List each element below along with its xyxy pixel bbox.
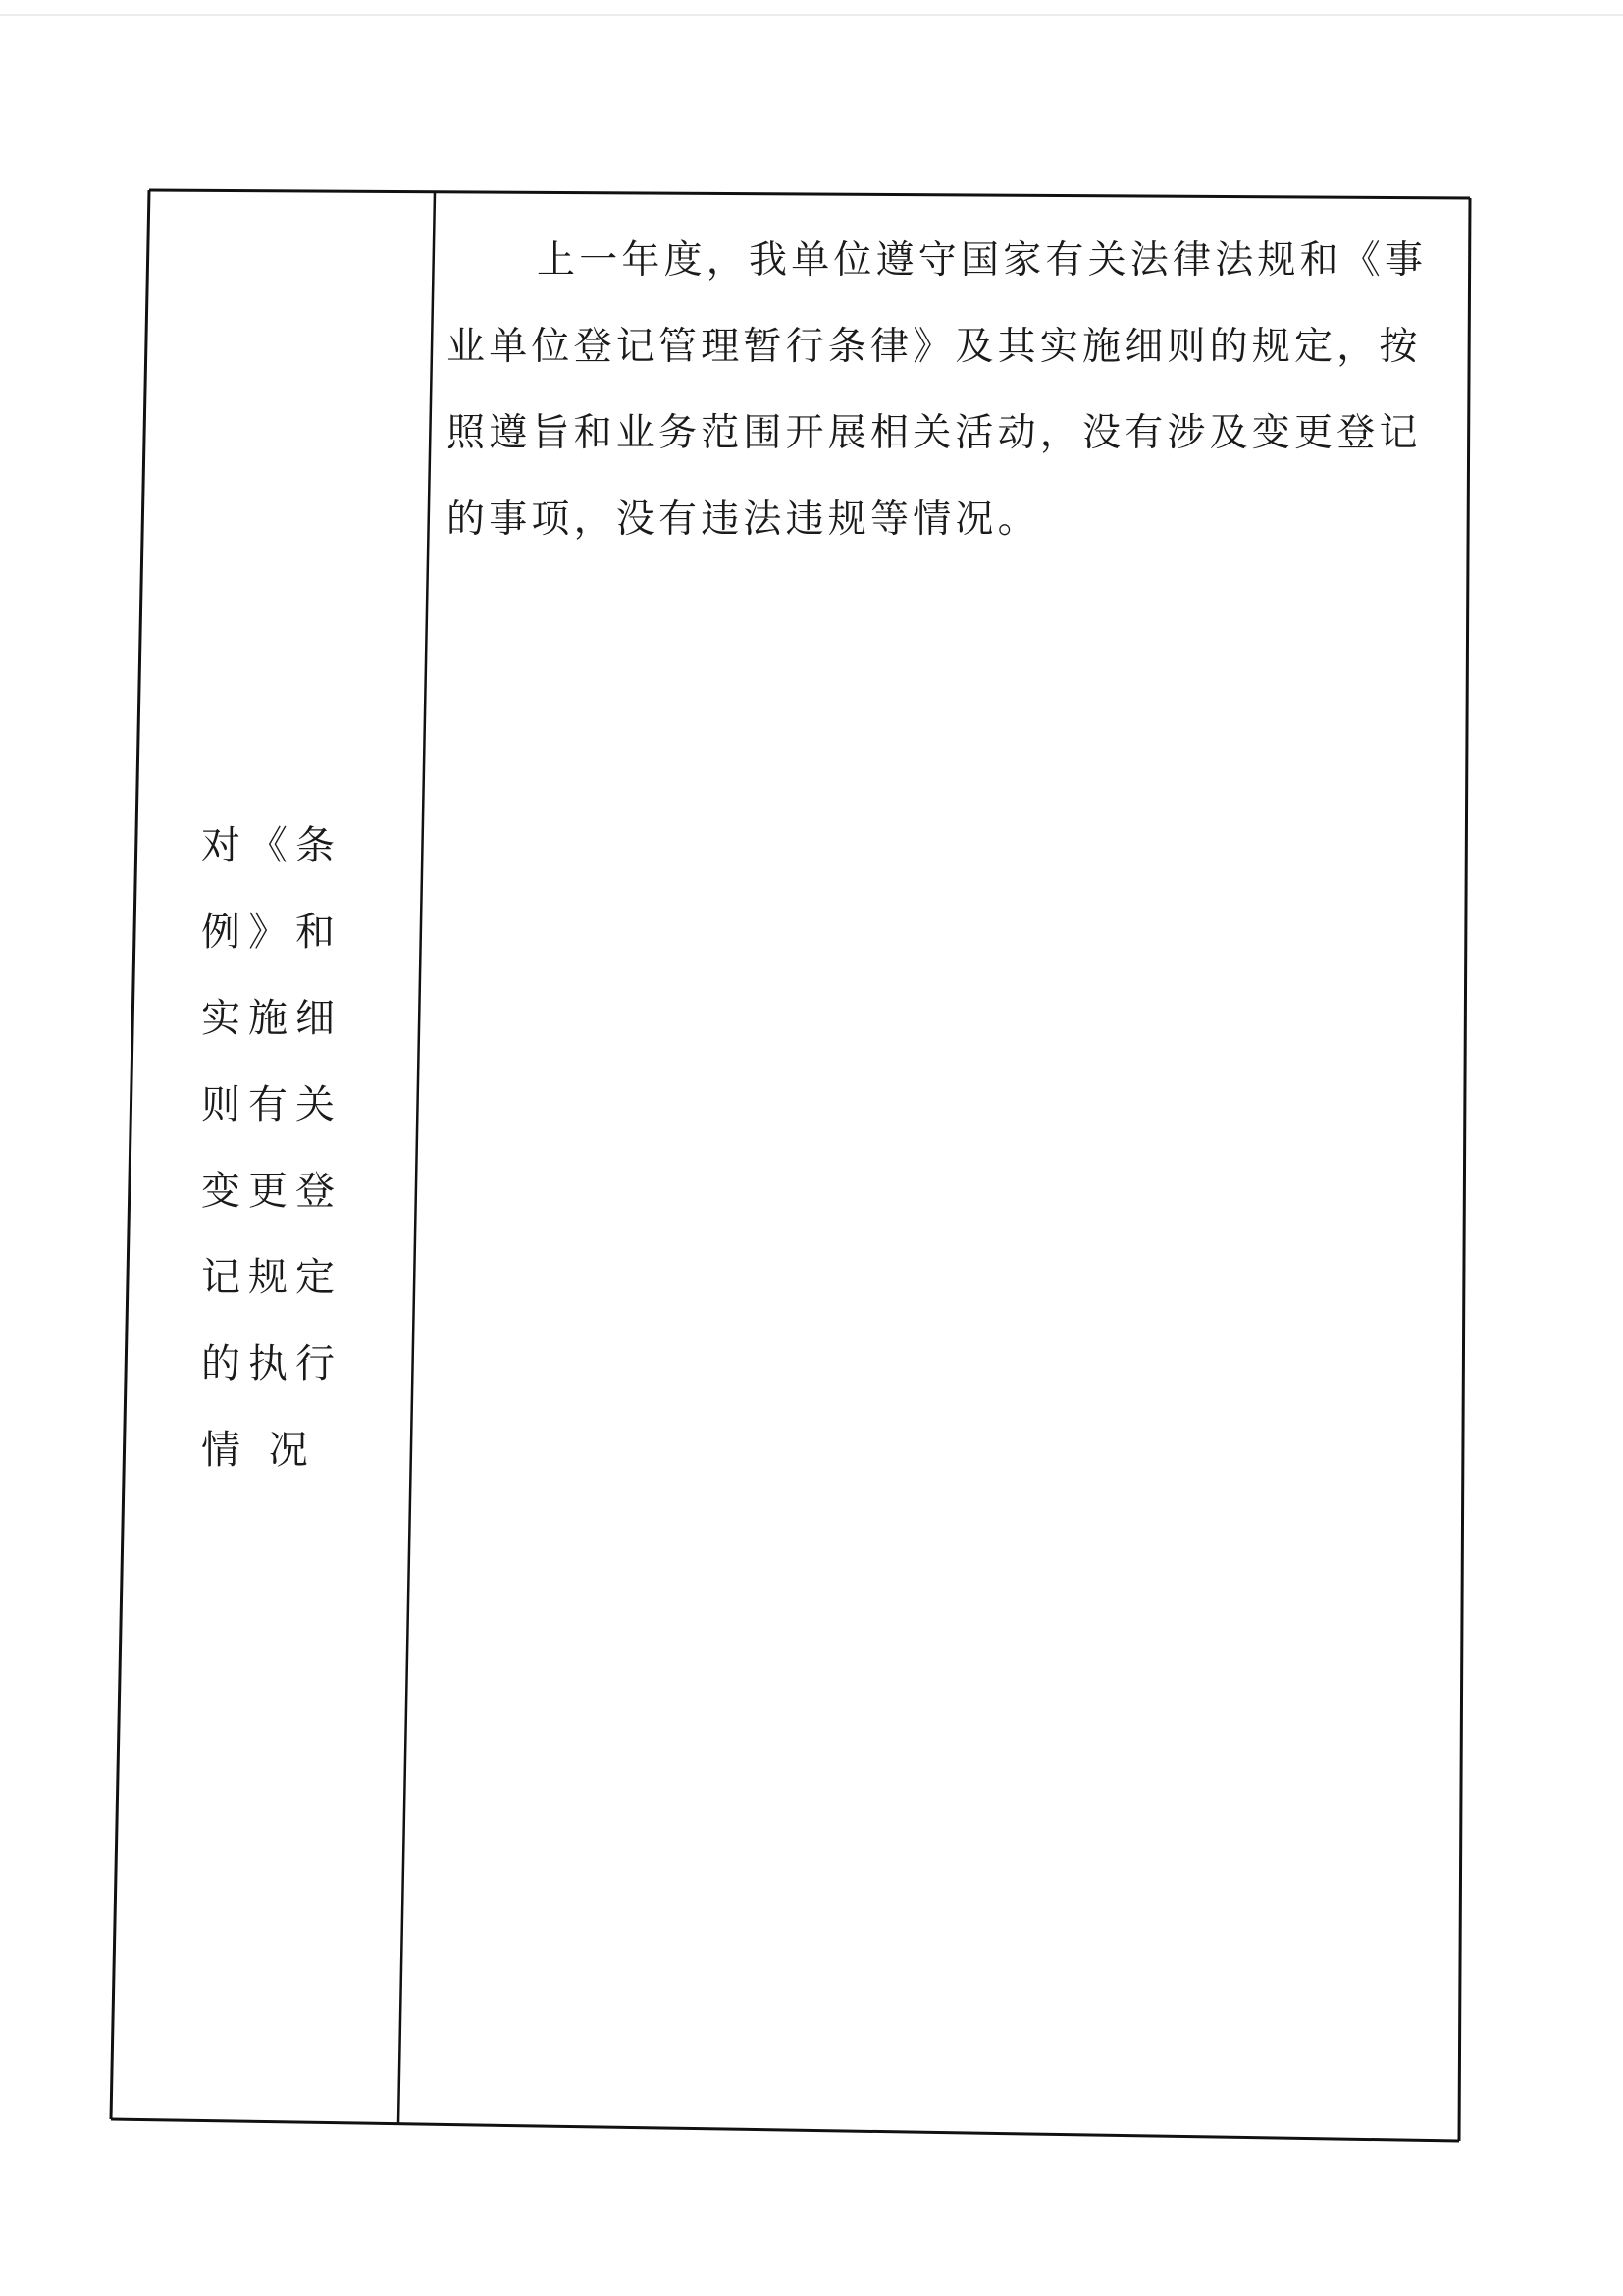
table-right-border xyxy=(1459,198,1470,2141)
content-line: 业单位登记管理暂行条律》及其实施细则的规定，按 xyxy=(446,325,1422,369)
row-label xyxy=(201,824,348,1515)
row-label-line: 例》和 xyxy=(201,910,342,955)
content-line: 照遵旨和业务范围开展相关活动，没有涉及变更登记 xyxy=(446,411,1422,455)
table-left-border xyxy=(111,190,149,2119)
table-column-divider xyxy=(398,192,435,2124)
table-top-border xyxy=(149,190,1470,198)
row-label-line: 对《条 xyxy=(201,823,342,868)
row-label-line: 实施细 xyxy=(201,996,342,1041)
content-line: 的事项，没有违法违规等情况。 xyxy=(446,497,1040,542)
table-bottom-border xyxy=(111,2119,1459,2141)
content-line: 上一年度，我单位遵守国家有关法律法规和《事 xyxy=(537,238,1428,283)
content-paragraph xyxy=(446,218,1457,563)
row-label-line: 情 况 xyxy=(201,1428,316,1473)
row-label-line: 变更登 xyxy=(201,1169,342,1214)
row-label-line: 记规定 xyxy=(201,1255,342,1300)
row-label-line: 的执行 xyxy=(201,1341,342,1386)
row-label-line: 则有关 xyxy=(201,1082,342,1127)
